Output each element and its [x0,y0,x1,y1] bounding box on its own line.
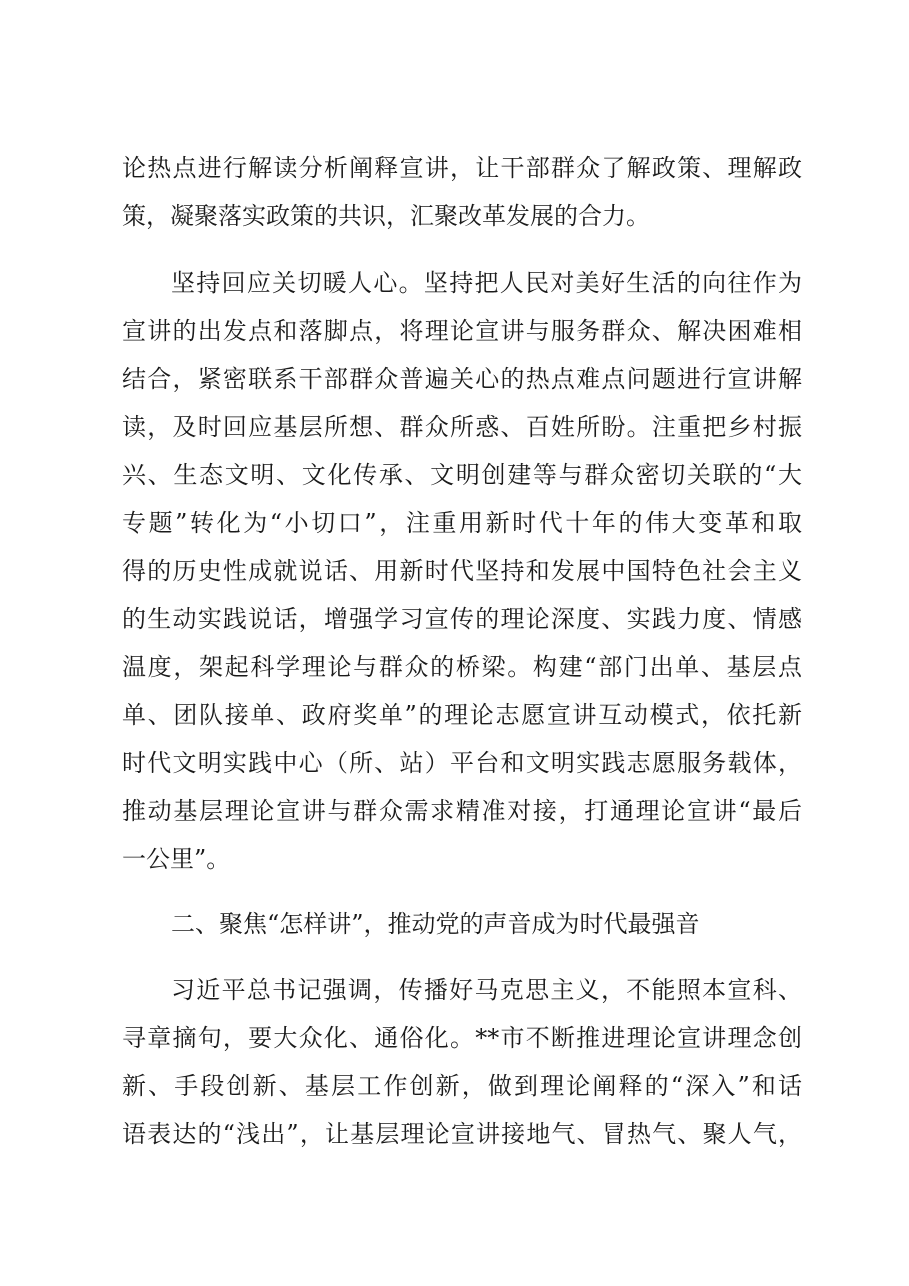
text-line-12: 单、团队接单、政府奖单”的理论志愿宣讲互动模式，依托新 [122,701,802,729]
text-line-20: 语表达的“浅出”，让基层理论宣讲接地气、冒热气、聚人气， [122,1120,802,1148]
text-line-13: 时代文明实践中心（所、站）平台和文明实践志愿服务载体， [122,749,802,777]
paragraph-heading-line: 坚持回应关切暖人心。坚持把人民对美好生活的向往作为 [171,269,802,297]
text-line-11: 温度，架起科学理论与群众的桥梁。构建“部门出单、基层点 [122,653,802,681]
text-line-4: 宣讲的出发点和落脚点，将理论宣讲与服务群众、解决困难相 [122,317,802,345]
text-line-7: 兴、生态文明、文化传承、文明创建等与群众密切关联的“大 [122,461,802,489]
text-line-10: 的生动实践说话，增强学习宣传的理论深度、实践力度、情感 [122,605,802,633]
text-line-18: 寻章摘句，要大众化、通俗化。**市不断推进理论宣讲理念创 [122,1024,802,1052]
text-line-15: 一公里”。 [122,845,231,873]
text-line-14: 推动基层理论宣讲与群众需求精准对接，打通理论宣讲“最后 [122,797,802,825]
text-line-5: 结合，紧密联系干部群众普遍关心的热点难点问题进行宣讲解 [122,365,802,393]
text-line-9: 得的历史性成就说话、用新时代坚持和发展中国特色社会主义 [122,557,802,585]
text-line-8: 专题”转化为“小切口”，注重用新时代十年的伟大变革和取 [122,509,802,537]
text-line-19: 新、手段创新、基层工作创新，做到理论阐释的“深入”和话 [122,1072,802,1100]
text-line-17: 习近平总书记强调，传播好马克思主义，不能照本宣科、 [171,976,802,1004]
text-line-2: 策，凝聚落实政策的共识，汇聚改革发展的合力。 [122,202,650,230]
text-line-6: 读，及时回应基层所想、群众所惑、百姓所盼。注重把乡村振 [122,413,802,441]
text-line-1: 论热点进行解读分析阐释宣讲，让干部群众了解政策、理解政 [122,154,802,182]
section-heading: 二、聚焦“怎样讲”，推动党的声音成为时代最强音 [171,910,700,938]
